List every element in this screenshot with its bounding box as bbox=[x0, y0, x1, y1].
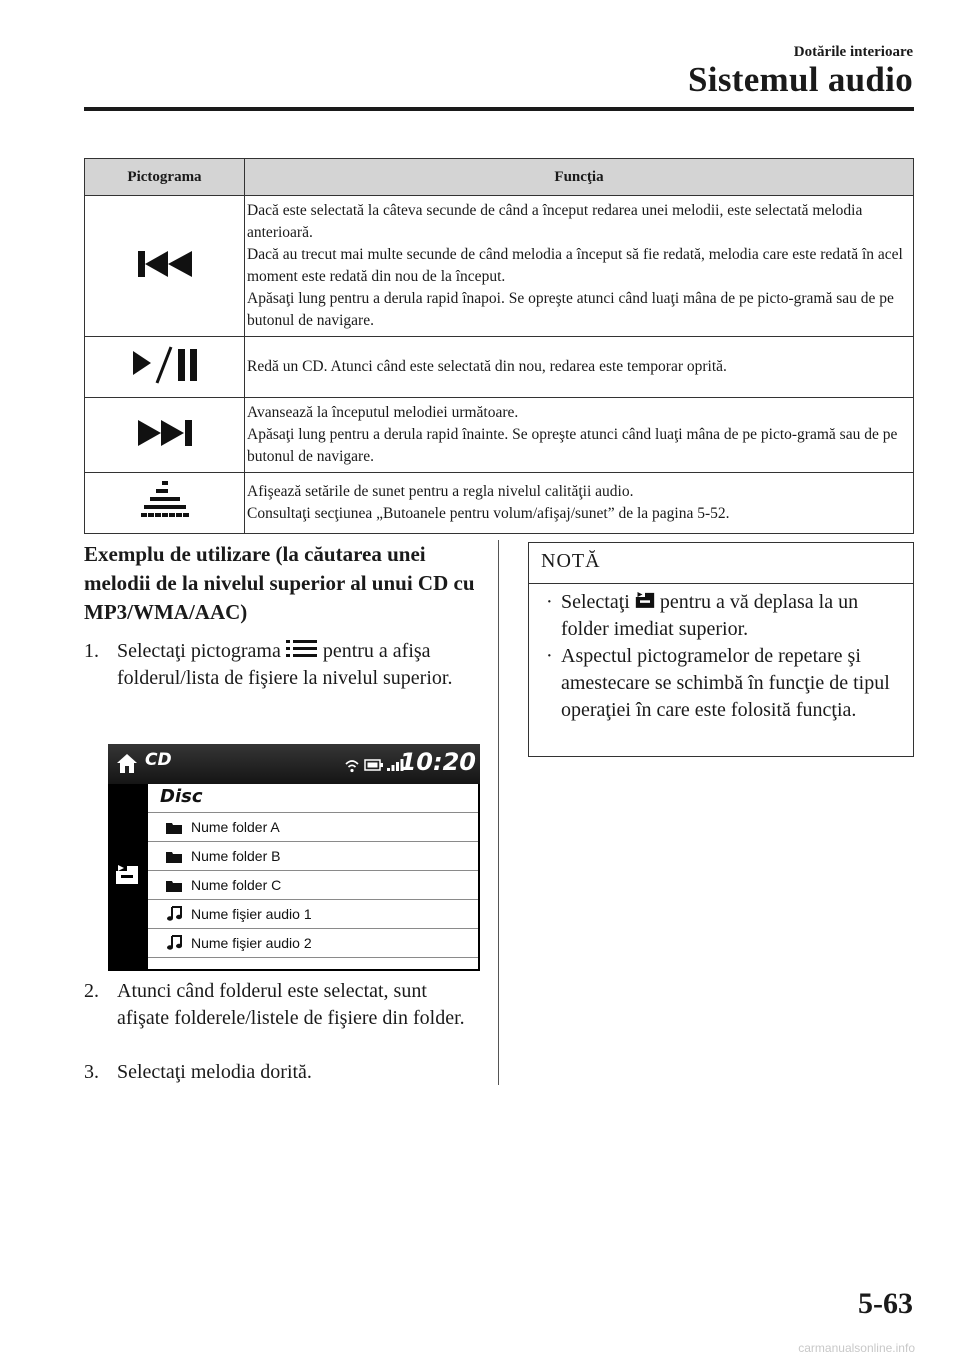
function-text: Avansează la începutul melodiei următoare. bbox=[247, 404, 519, 421]
play-pause-icon bbox=[129, 345, 201, 385]
icon-function-table bbox=[84, 158, 914, 534]
page-number: 5-63 bbox=[858, 1287, 913, 1320]
list-divider bbox=[148, 928, 478, 929]
column-header-icon: Pictograma bbox=[85, 159, 245, 196]
note-text: pentru a vă deplasa la un folder imediat superior. bbox=[561, 591, 859, 640]
list-divider bbox=[148, 899, 478, 900]
table-row bbox=[85, 473, 914, 534]
function-text: Redă un CD. Atunci când este selectată din nou, redarea este temporar oprită. bbox=[247, 358, 727, 375]
music-note-icon bbox=[166, 935, 182, 950]
bullet-dot: · bbox=[546, 645, 553, 667]
next-track-icon bbox=[136, 418, 194, 448]
folder-icon bbox=[166, 879, 182, 892]
list-item-label: Nume folder A bbox=[191, 819, 280, 835]
list-icon bbox=[286, 639, 318, 659]
list-divider bbox=[148, 870, 478, 871]
note-text: Selectaţi bbox=[561, 591, 630, 613]
list-item-label: Nume fişier audio 1 bbox=[191, 906, 312, 922]
screen-source-label: CD bbox=[145, 750, 172, 770]
list-item-label: Nume folder C bbox=[191, 877, 282, 893]
step-text: Selectaţi pictograma bbox=[117, 640, 281, 662]
page-title: Sistemul audio bbox=[688, 60, 913, 99]
list-item-label: Nume folder B bbox=[191, 848, 281, 864]
table-row bbox=[85, 196, 914, 337]
list-title: Disc bbox=[160, 786, 203, 807]
list-item-label: Nume fişier audio 2 bbox=[191, 935, 312, 951]
step-text: pentru a afişa folderul/lista de fişiere la nivelul superior. bbox=[117, 640, 453, 689]
screen-clock: 10:20 bbox=[399, 748, 476, 776]
function-text: Apăsaţi lung pentru a derula rapid înapoi. Se opreşte atunci când luaţi mâna de pe picto-gramă sau de pe butonul de navigare. bbox=[247, 290, 894, 329]
step-text: Selectaţi melodia dorită. bbox=[117, 1061, 312, 1083]
wifi-icon bbox=[344, 758, 360, 774]
note-box bbox=[528, 542, 914, 757]
note-body bbox=[529, 589, 913, 724]
table-row bbox=[85, 337, 914, 398]
function-text: Afişează setările de sunet pentru a regla nivelul calităţii audio. bbox=[247, 483, 634, 500]
function-cell bbox=[245, 398, 914, 473]
previous-track-icon bbox=[136, 249, 194, 279]
bullet-dot: · bbox=[546, 591, 553, 613]
folder-icon bbox=[166, 850, 182, 863]
watermark: carmanualsonline.info bbox=[798, 1341, 915, 1355]
section-title: Dotările interioare bbox=[793, 44, 913, 60]
cd-screen bbox=[108, 744, 480, 971]
file-list-panel bbox=[148, 784, 478, 969]
list-divider bbox=[148, 841, 478, 842]
column-header-function: Funcţia bbox=[245, 159, 914, 196]
note-text: Aspectul pictogramelor de repetare şi amestecare se schimbă în funcţie de tipul operaţiei în care este folosită funcţia. bbox=[561, 645, 890, 721]
note-title-bar bbox=[529, 543, 913, 584]
icon-cell bbox=[85, 337, 245, 398]
folder-up-icon bbox=[635, 590, 655, 609]
function-cell bbox=[245, 196, 914, 337]
function-text: Dacă au trecut mai multe secunde de când melodia a început să fie redată, melodia care este redată în acel moment este redată din nou de la început. bbox=[247, 246, 903, 285]
table-header-row bbox=[85, 159, 914, 196]
list-item[interactable] bbox=[166, 877, 281, 893]
step-3 bbox=[84, 1059, 484, 1086]
sound-settings-icon bbox=[137, 479, 193, 523]
step-number: 1. bbox=[84, 640, 99, 662]
list-item[interactable] bbox=[166, 819, 280, 835]
music-note-icon bbox=[166, 906, 182, 921]
battery-icon bbox=[364, 759, 384, 771]
function-cell bbox=[245, 337, 914, 398]
function-cell bbox=[245, 473, 914, 534]
example-heading: Exemplu de utilizare (la căutarea unei melodii de la nivelul superior al unui CD cu MP3/WMA/AAC) bbox=[84, 542, 475, 624]
icon-cell bbox=[85, 398, 245, 473]
function-text: Dacă este selectată la câteva secunde de când a început redarea unei melodii, este selectată melodia anterioară. bbox=[247, 202, 863, 241]
home-icon bbox=[116, 753, 138, 775]
function-text: Apăsaţi lung pentru a derula rapid înainte. Se opreşte atunci când luaţi mâna de pe picto-gramă sau de pe butonul de navigare. bbox=[247, 426, 898, 465]
icon-cell bbox=[85, 196, 245, 337]
step-number: 2. bbox=[84, 980, 99, 1002]
step-number: 3. bbox=[84, 1061, 99, 1083]
icon-cell bbox=[85, 473, 245, 534]
list-item[interactable] bbox=[166, 935, 312, 951]
list-item[interactable] bbox=[166, 906, 312, 922]
step-1 bbox=[84, 638, 484, 692]
note-bullet bbox=[529, 643, 913, 724]
note-title: NOTĂ bbox=[541, 550, 601, 572]
folder-icon bbox=[166, 821, 182, 834]
function-text: Consultaţi secţiunea „Butoanele pentru volum/afişaj/sunet” de la pagina 5-52. bbox=[247, 505, 730, 522]
step-text: Atunci când folderul este selectat, sunt afişate folderele/listele de fişiere din folder. bbox=[117, 980, 465, 1029]
note-bullet bbox=[529, 589, 913, 643]
list-divider bbox=[148, 812, 478, 813]
list-divider bbox=[148, 957, 478, 958]
screen-top-bar bbox=[108, 744, 480, 784]
list-item[interactable] bbox=[166, 848, 280, 864]
folder-up-icon[interactable] bbox=[115, 863, 139, 885]
column-divider bbox=[498, 540, 499, 1085]
step-2 bbox=[84, 978, 484, 1032]
header-rule bbox=[84, 107, 914, 111]
table-row bbox=[85, 398, 914, 473]
